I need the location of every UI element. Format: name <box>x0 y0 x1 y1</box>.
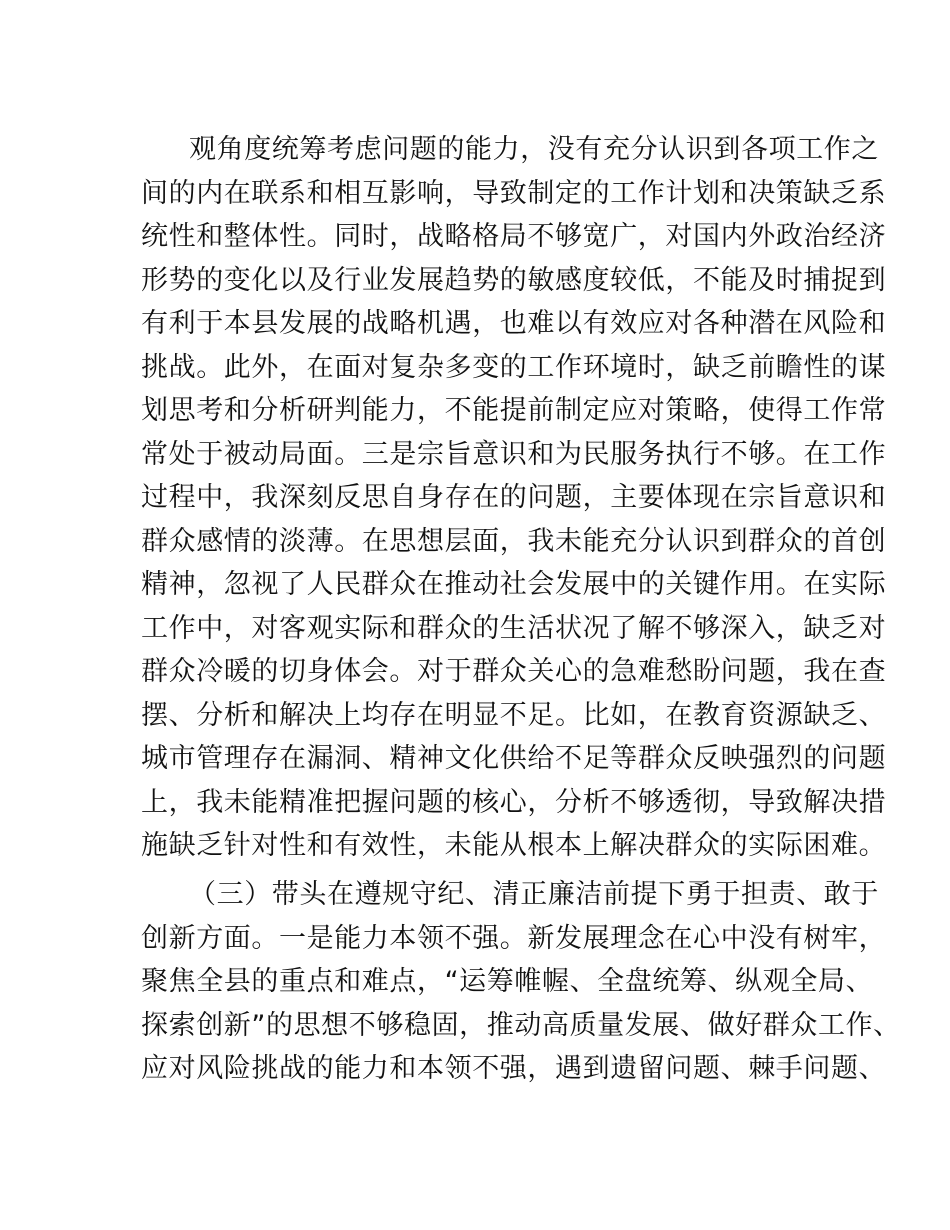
text-line: 施缺乏针对性和有效性，未能从根本上解决群众的实际困难。 <box>141 830 887 861</box>
text-line: （三）带头在遵规守纪、清正廉洁前提下勇于担责、敢于 <box>189 879 879 910</box>
text-line: 精神，忽视了人民群众在推动社会发展中的关键作用。在实际 <box>141 569 887 600</box>
text-line: 创新方面。一是能力本领不强。新发展理念在心中没有树牢， <box>141 923 887 954</box>
text-line: 挑战。此外，在面对复杂多变的工作环境时，缺乏前瞻性的谋 <box>141 352 887 383</box>
text-line: 工作中，对客观实际和群众的生活状况了解不够深入，缺乏对 <box>141 613 887 644</box>
text-line: 间的内在联系和相互影响，导致制定的工作计划和决策缺乏系 <box>141 178 887 209</box>
text-line: 上，我未能精准把握问题的核心，分析不够透彻，导致解决措 <box>141 787 887 818</box>
text-line: 过程中，我深刻反思自身存在的问题，主要体现在宗旨意识和 <box>141 482 887 513</box>
text-line: 划思考和分析研判能力，不能提前制定应对策略，使得工作常 <box>141 395 887 426</box>
text-line: 应对风险挑战的能力和本领不强，遇到遗留问题、棘手问题、 <box>141 1053 887 1084</box>
text-line: 群众冷暖的切身体会。对于群众关心的急难愁盼问题，我在查 <box>141 656 887 687</box>
text-line: 有利于本县发展的战略机遇，也难以有效应对各种潜在风险和 <box>141 308 887 339</box>
text-line: 观角度统筹考虑问题的能力，没有充分认识到各项工作之 <box>189 134 879 165</box>
text-line: 探索创新”的思想不够稳固，推动高质量发展、做好群众工作、 <box>141 1010 901 1041</box>
text-line: 形势的变化以及行业发展趋势的敏感度较低，不能及时捕捉到 <box>141 265 887 296</box>
text-line: 聚焦全县的重点和难点，“运筹帷幄、全盘统筹、纵观全局、 <box>141 966 874 997</box>
text-line: 常处于被动局面。三是宗旨意识和为民服务执行不够。在工作 <box>141 439 887 470</box>
text-line: 城市管理存在漏洞、精神文化供给不足等群众反映强烈的问题 <box>141 743 887 774</box>
text-line: 摆、分析和解决上均存在明显不足。比如，在教育资源缺乏、 <box>141 700 887 731</box>
text-line: 统性和整体性。同时，战略格局不够宽广，对国内外政治经济 <box>141 221 887 252</box>
text-line: 群众感情的淡薄。在思想层面，我未能充分认识到群众的首创 <box>141 526 887 557</box>
